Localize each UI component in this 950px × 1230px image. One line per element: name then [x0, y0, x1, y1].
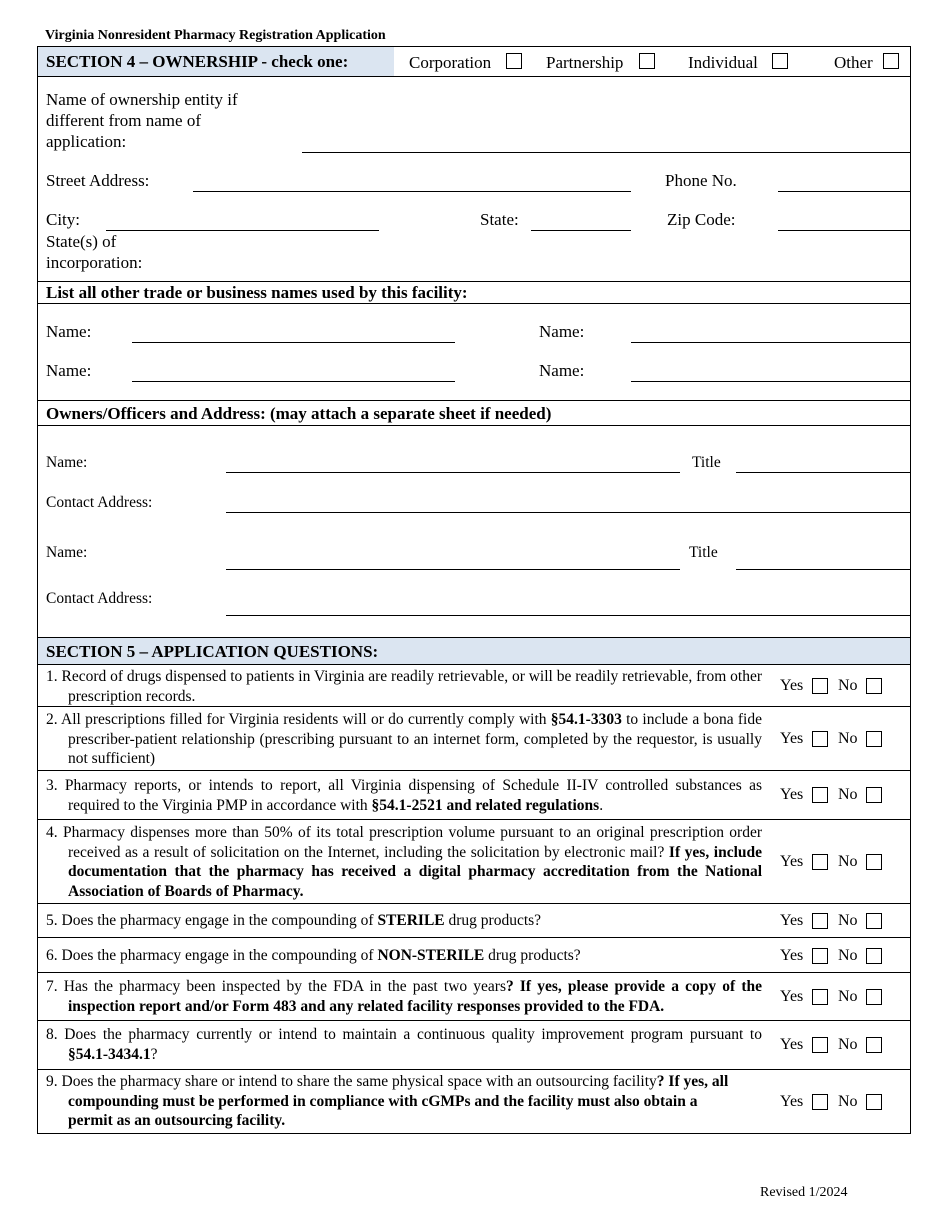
trade-name-label: Name:	[46, 322, 92, 341]
yes-label: Yes	[780, 912, 804, 929]
q1-yes-checkbox[interactable]	[812, 678, 828, 694]
owner-name-label: Name:	[46, 544, 88, 561]
owner-title-field-2[interactable]	[736, 569, 911, 570]
q3-yes-checkbox[interactable]	[812, 787, 828, 803]
yes-label: Yes	[780, 988, 804, 1005]
q5-yes-checkbox[interactable]	[812, 913, 828, 929]
no-label: No	[838, 947, 858, 964]
question-5: 5. Does the pharmacy engage in the compounding of STERILE drug products?	[46, 912, 542, 929]
divider	[37, 664, 911, 665]
ownership-entity-field[interactable]	[302, 152, 911, 153]
trade-name-field-4[interactable]	[631, 381, 911, 382]
yes-label: Yes	[780, 947, 804, 964]
yes-label: Yes	[780, 677, 804, 694]
question-6: 6. Does the pharmacy engage in the compounding of NON-STERILE drug products?	[46, 947, 581, 964]
q3-no-checkbox[interactable]	[866, 787, 882, 803]
owner-name-label: Name:	[46, 454, 88, 471]
trade-name-field-2[interactable]	[631, 342, 911, 343]
owner-title-field-1[interactable]	[736, 472, 911, 473]
no-label: No	[838, 786, 858, 803]
q5-no-checkbox[interactable]	[866, 913, 882, 929]
no-label: No	[838, 730, 858, 747]
revision-date: Revised 1/2024	[760, 1185, 848, 1200]
question-3: 3. Pharmacy reports, or intends to report, all Virginia dispensing of Schedule II-IV controlled substances as required to the Virginia PMP in accordance with §54.1-2521 and related regulations.	[46, 777, 762, 814]
yes-label: Yes	[780, 786, 804, 803]
option-other-label: Other	[834, 53, 873, 72]
no-label: No	[838, 1036, 858, 1053]
option-corporation-label: Corporation	[409, 53, 492, 72]
yes-label: Yes	[780, 853, 804, 870]
q8-yes-checkbox[interactable]	[812, 1037, 828, 1053]
no-label: No	[838, 912, 858, 929]
partnership-checkbox[interactable]	[639, 53, 655, 69]
no-label: No	[838, 853, 858, 870]
phone-field[interactable]	[778, 191, 911, 192]
owner-title-label: Title	[692, 454, 721, 471]
yes-label: Yes	[780, 1093, 804, 1110]
divider	[37, 1020, 911, 1021]
q9-no-checkbox[interactable]	[866, 1094, 882, 1110]
q2-yes-checkbox[interactable]	[812, 731, 828, 747]
yes-label: Yes	[780, 730, 804, 747]
corporation-checkbox[interactable]	[506, 53, 522, 69]
yes-label: Yes	[780, 1036, 804, 1053]
form-title: Virginia Nonresident Pharmacy Registration Application	[45, 28, 386, 43]
contact-address-label: Contact Address:	[46, 590, 153, 607]
divider	[37, 1069, 911, 1070]
trade-name-label: Name:	[539, 322, 585, 341]
divider	[37, 770, 911, 771]
city-label: City:	[46, 210, 81, 229]
question-8: 8. Does the pharmacy currently or intend to maintain a continuous quality improvement program pursuant to §54.1-3434.1?	[46, 1026, 762, 1063]
q4-no-checkbox[interactable]	[866, 854, 882, 870]
no-label: No	[838, 1093, 858, 1110]
divider	[37, 400, 911, 401]
other-checkbox[interactable]	[883, 53, 899, 69]
question-7: 7. Has the pharmacy been inspected by the FDA in the past two years? If yes, please provide a copy of the inspection report and/or Form 483 and any related facility responses provided to the FDA.	[46, 978, 762, 1015]
individual-checkbox[interactable]	[772, 53, 788, 69]
trade-name-label: Name:	[46, 361, 92, 380]
divider	[37, 706, 911, 707]
divider	[37, 76, 911, 77]
q6-no-checkbox[interactable]	[866, 948, 882, 964]
q2-no-checkbox[interactable]	[866, 731, 882, 747]
option-individual-label: Individual	[688, 53, 758, 72]
question-2: 2. All prescriptions filled for Virginia residents will or do currently comply with §54.1-3303 to include a bona fide prescriber-patient relationship (prescribing pursuant to an internet form, completed by the requestor, is usually not sufficient)	[46, 711, 762, 767]
street-address-field[interactable]	[193, 191, 631, 192]
divider	[37, 937, 911, 938]
divider	[37, 972, 911, 973]
q4-yes-checkbox[interactable]	[812, 854, 828, 870]
ownership-entity-label: Name of ownership entity if different from name of application:	[46, 90, 238, 151]
owner-title-label: Title	[689, 544, 718, 561]
divider	[37, 303, 911, 304]
trade-names-heading: List all other trade or business names used by this facility:	[46, 283, 468, 302]
question-9: 9. Does the pharmacy share or intend to share the same physical space with an outsourcing facility? If yes, all compounding must be performed in compliance with cGMPs and the facility must also obtain a permit as an outsourcing facility.	[46, 1073, 729, 1129]
contact-address-field-2[interactable]	[226, 615, 911, 616]
q6-yes-checkbox[interactable]	[812, 948, 828, 964]
owner-name-field-1[interactable]	[226, 472, 680, 473]
q9-yes-checkbox[interactable]	[812, 1094, 828, 1110]
trade-name-field-1[interactable]	[132, 342, 455, 343]
street-address-label: Street Address:	[46, 171, 150, 190]
q8-no-checkbox[interactable]	[866, 1037, 882, 1053]
section4-heading: SECTION 4 – OWNERSHIP - check one:	[46, 52, 349, 71]
option-partnership-label: Partnership	[546, 53, 624, 72]
state-label: State:	[480, 210, 519, 229]
section5-heading: SECTION 5 – APPLICATION QUESTIONS:	[46, 642, 379, 661]
incorporation-label: State(s) of incorporation:	[46, 232, 143, 272]
owner-name-field-2[interactable]	[226, 569, 680, 570]
state-field[interactable]	[531, 230, 631, 231]
owners-heading: Owners/Officers and Address: (may attach a separate sheet if needed)	[46, 404, 552, 423]
question-1: 1. Record of drugs dispensed to patients in Virginia are readily retrievable, or will be readily retrievable, from other prescription records.	[46, 668, 762, 705]
zip-label: Zip Code:	[667, 210, 736, 229]
q7-no-checkbox[interactable]	[866, 989, 882, 1005]
no-label: No	[838, 677, 858, 694]
q1-no-checkbox[interactable]	[866, 678, 882, 694]
contact-address-label: Contact Address:	[46, 494, 153, 511]
divider	[37, 819, 911, 820]
zip-field[interactable]	[778, 230, 911, 231]
divider	[37, 425, 911, 426]
phone-label: Phone No.	[665, 171, 737, 190]
contact-address-field-1[interactable]	[226, 512, 911, 513]
question-4: 4. Pharmacy dispenses more than 50% of its total prescription volume pursuant to an original prescription order received as a result of solicitation on the Internet, including the solicitation by electronic mail? If yes, include documentation that the pharmacy has received a digital pharmacy accreditation from the National Association of Boards of Pharmacy.	[46, 824, 763, 900]
divider	[37, 903, 911, 904]
trade-name-field-3[interactable]	[132, 381, 455, 382]
no-label: No	[838, 988, 858, 1005]
trade-name-label: Name:	[539, 361, 585, 380]
q7-yes-checkbox[interactable]	[812, 989, 828, 1005]
